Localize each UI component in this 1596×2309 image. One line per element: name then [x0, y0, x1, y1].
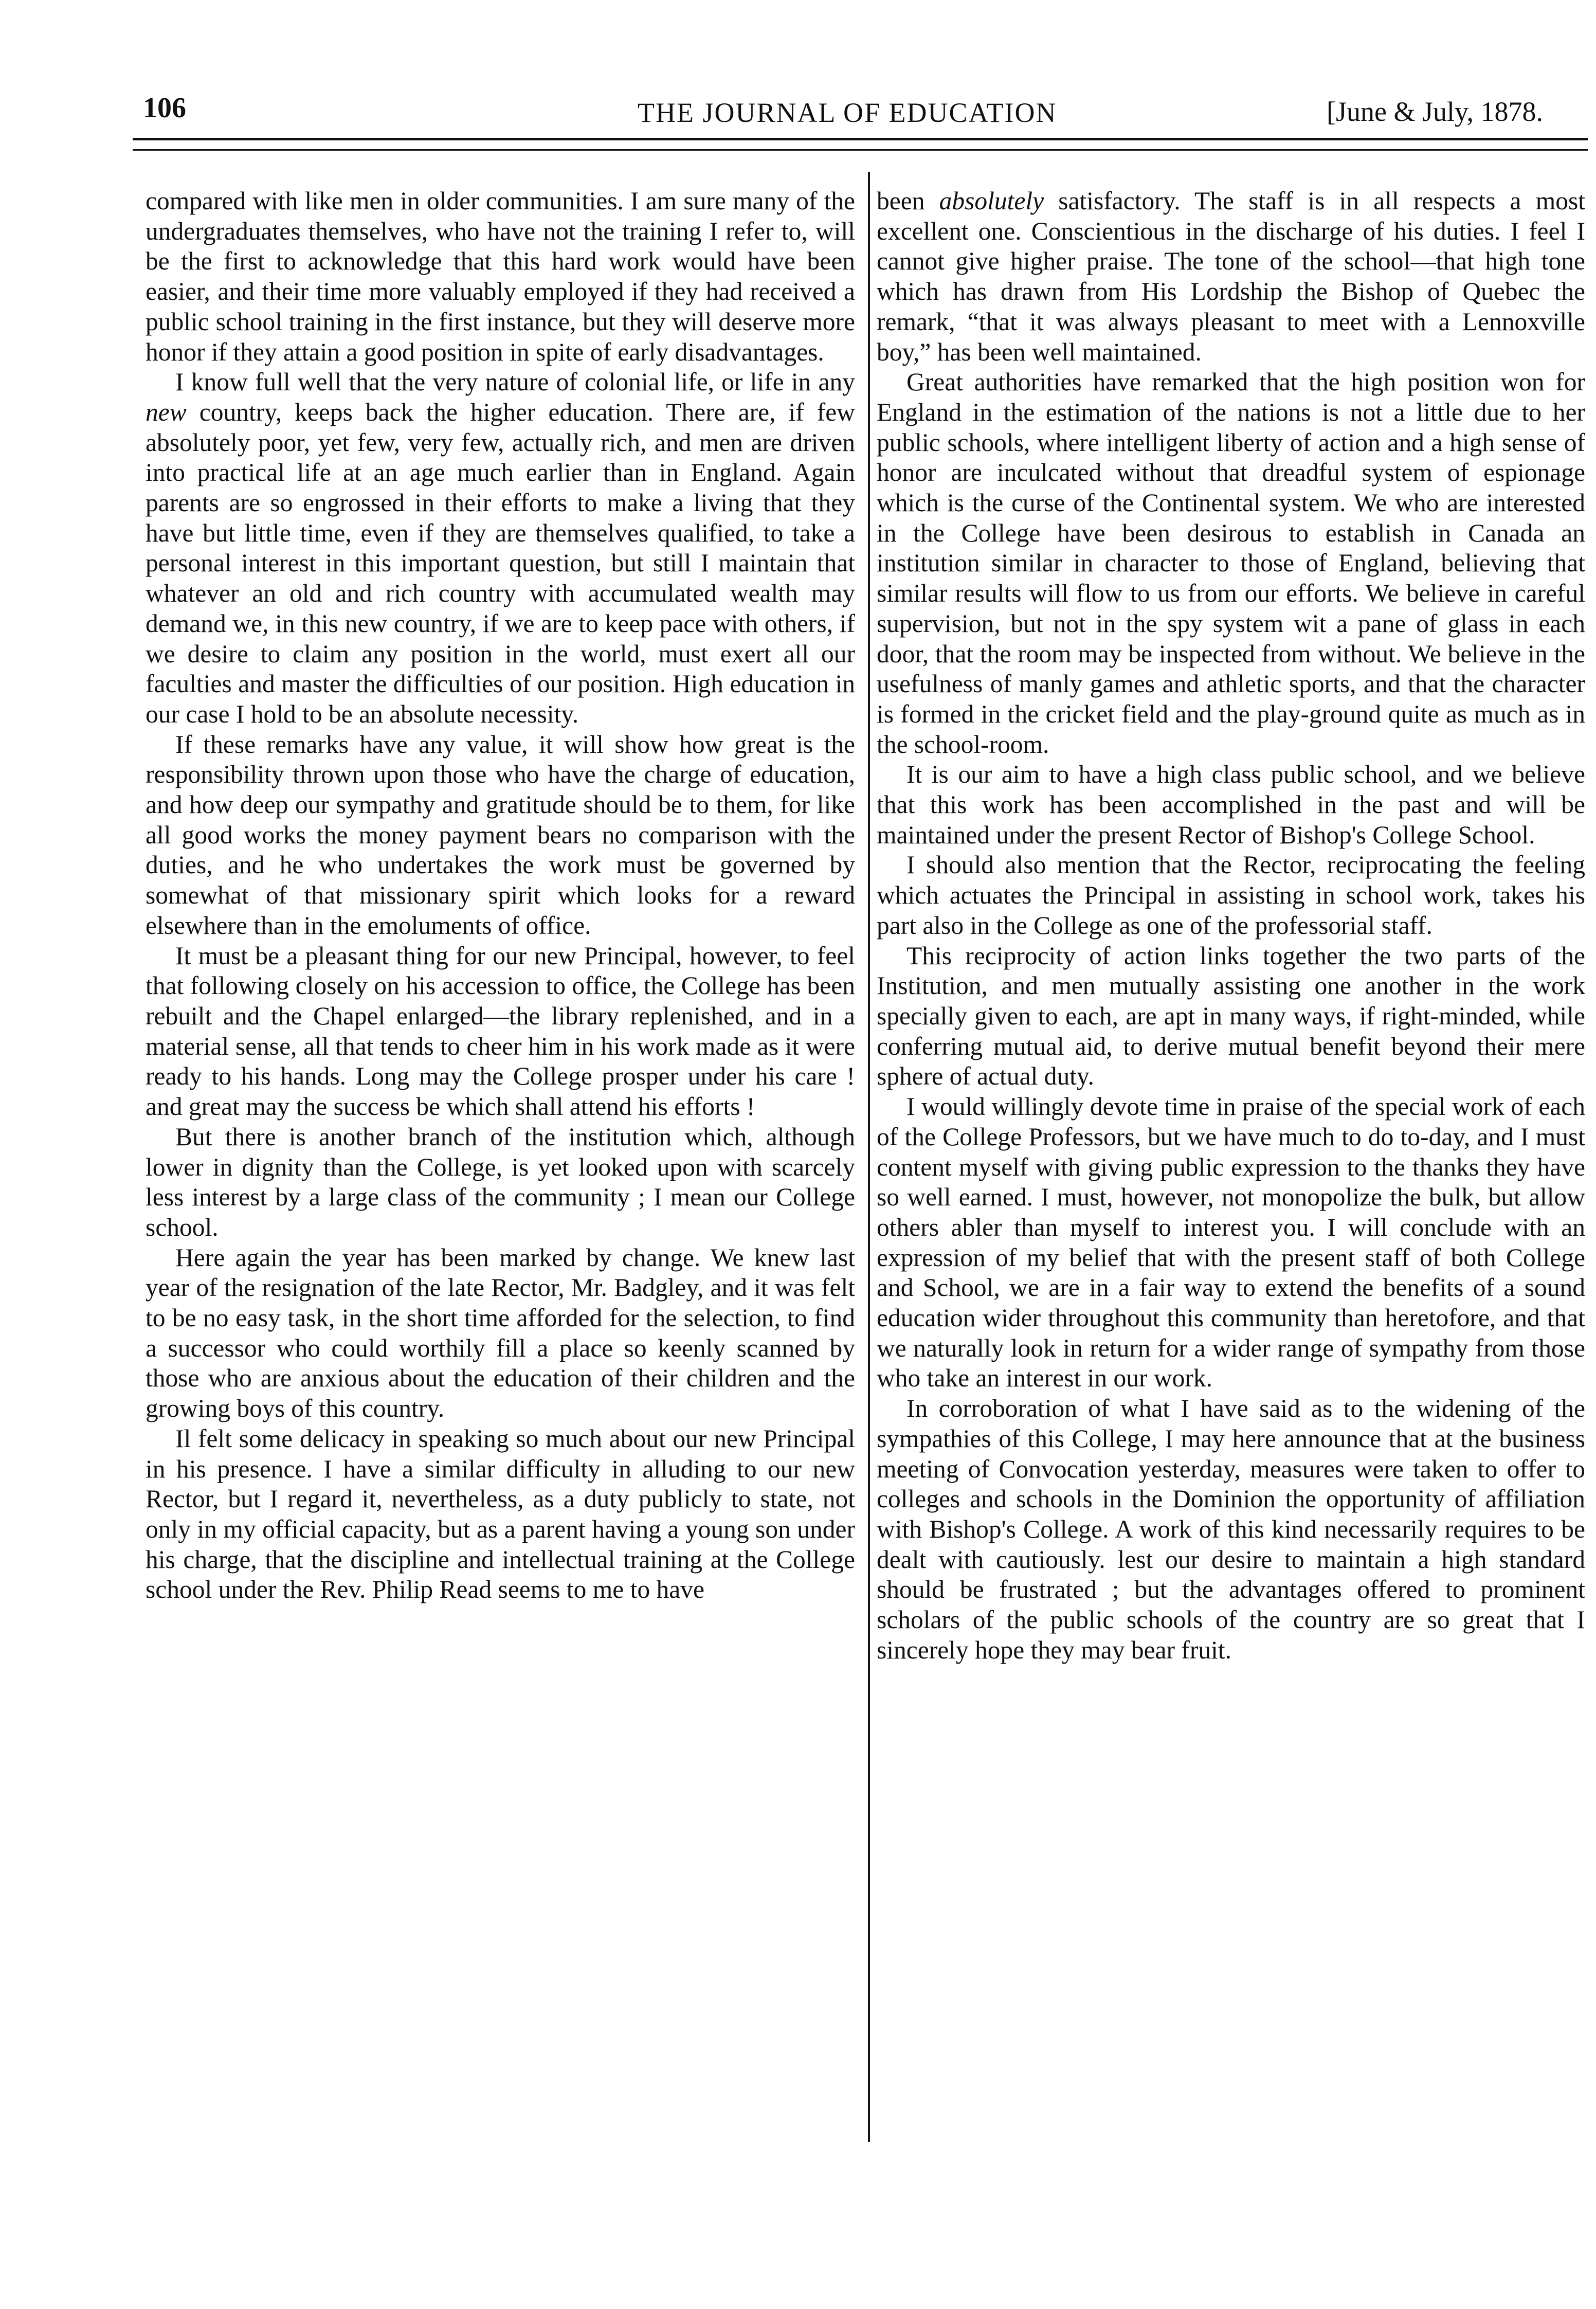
emphasis: new [146, 398, 187, 426]
page-number: 106 [143, 92, 186, 124]
text-run: country, keeps back the higher education. There are, if few absolutely poor, yet few, very few, actually rich, and men are driven into practical life at an age much earlier than in England. Again parents are so engrossed in their efforts to make a living that they have but little time, even if they are themselves qualified, to take a personal interest in this important question, but still I maintain that whatever an old and rich country with accumulated wealth may demand we, in this new country, if we are to keep pace with others, if we desire to claim any position in the world, must exert all our faculties and master the difficulties of our position. High education in our case I hold to be an absolute necessity. [146, 398, 855, 728]
header-rule-top [133, 138, 1588, 140]
paragraph: It is our aim to have a high class public school, and we believe that this work has been accomplished in the past and will be maintained under the present Rector of Bishop's College School. [877, 760, 1585, 849]
paragraph [146, 367, 855, 729]
text-run: been [877, 187, 939, 215]
paragraph: Here again the year has been marked by change. We knew last year of the resignation of the late Rector, Mr. Badgley, and it was felt to be no easy task, in the short time afforded for the selection, to find a successor who could worthily fill a place so keenly scanned by those who are anxious about the education of their children and the growing boys of this country. [146, 1243, 855, 1423]
paragraph: Great authorities have remarked that the high position won for England in the estimation of the nations is not a little due to her public schools, where intelligent liberty of action and a high sense of honor are inculcated without that dreadful system of espionage which is the curse of the Continental system. We who are interested in the College have been desirous to establish in Canada an institution similar in character to those of England, believing that similar results will flow to us from our efforts. We believe in careful supervision, but not in the spy system wit a pane of glass in each door, that the room may be inspected from without. We believe in the usefulness of manly games and athletic sports, and that the character is formed in the cricket field and the play-ground quite as much as in the school-room. [877, 368, 1585, 759]
paragraph: But there is another branch of the institution which, although lower in dignity than the College, is yet looked upon with scarcely less interest by a large class of the community ; I mean our College school. [146, 1122, 855, 1241]
issue-date: [June & July, 1878. [1327, 96, 1543, 127]
paragraph: This reciprocity of action links together the two parts of the Institution, and men mutually assisting one another in the work specially given to each, are apt in many ways, if right-minded, while conferring mutual aid, to derive mutual benefit beyond their mere sphere of actual duty. [877, 941, 1585, 1091]
header-rule-bottom [133, 149, 1588, 151]
journal-title: THE JOURNAL OF EDUCATION [638, 97, 1057, 128]
paragraph: compared with like men in older communities. I am sure many of the undergraduates themselves, who have not the training I refer to, will be the first to acknowledge that this hard work would have been easier, and their time more valuably employed if they had received a public school training in the first instance, but they will deserve more honor if they attain a good position in spite of early disadvantages. [146, 187, 855, 366]
paragraph: I would willingly devote time in praise of the special work of each of the College Professors, but we have much to do to-day, and I must content myself with giving public expression to the thanks they have so well earned. I must, however, not monopolize the bulk, but allow others abler than myself to interest you. I will conclude with an expression of my belief that with the present staff of both College and School, we are in a fair way to extend the benefits of a sound education wider throughout this community than heretofore, and that we naturally look in return for a wider range of sympathy from those who take an interest in our work. [877, 1092, 1585, 1393]
paragraph [877, 186, 1585, 367]
right-column [877, 186, 1585, 1665]
paragraph: If these remarks have any value, it will show how great is the responsibility thrown upon those who have the charge of education, and how deep our sympathy and gratitude should be to them, for like all good works the money payment bears no comparison with the duties, and he who undertakes the work must be governed by somewhat of that missionary spirit which looks for a reward elsewhere than in the emoluments of office. [146, 730, 855, 940]
text-run: I know full well that the very nature of colonial life, or life in any [175, 368, 855, 396]
left-column [146, 186, 855, 1605]
emphasis: absolutely [939, 187, 1044, 215]
paragraph: I should also mention that the Rector, reciprocating the feeling which actuates the Principal in assisting in school work, takes his part also in the College as one of the professorial staff. [877, 851, 1585, 940]
paragraph: Il felt some delicacy in speaking so much about our new Principal in his presence. I have a similar difficulty in alluding to our new Rector, but I regard it, nevertheless, as a duty publicly to state, not only in my official capacity, but as a parent having a young son under his charge, that the discipline and intellectual training at the College school under the Rev. Philip Read seems to me to have [146, 1424, 855, 1604]
paragraph: In corroboration of what I have said as to the widening of the sympathies of this College, I may here announce that at the business meeting of Convocation yesterday, measures were taken to offer to colleges and schools in the Dominion the opportunity of affiliation with Bishop's College. A work of this kind necessarily requires to be dealt with cautiously. lest our desire to maintain a high standard should be frustrated ; but the advantages offered to prominent scholars of the public schools of the country are so great that I sincerely hope they may bear fruit. [877, 1394, 1585, 1664]
paragraph: It must be a pleasant thing for our new Principal, however, to feel that following closely on his accession to office, the College has been rebuilt and the Chapel enlarged—the library replenished, and in a material sense, all that tends to cheer him in his work made as it were ready to his hands. Long may the College prosper under his care ! and great may the success be which shall attend his efforts ! [146, 941, 855, 1121]
column-divider [868, 172, 870, 2142]
text-run: satisfactory. The staff is in all respects a most excellent one. Conscientious in the discharge of his duties. I feel I cannot give higher praise. The tone of the school—that high tone which has drawn from His Lordship the Bishop of Quebec the remark, “that it was always pleasant to meet with a Lennoxville boy,” has been well maintained. [877, 187, 1585, 366]
